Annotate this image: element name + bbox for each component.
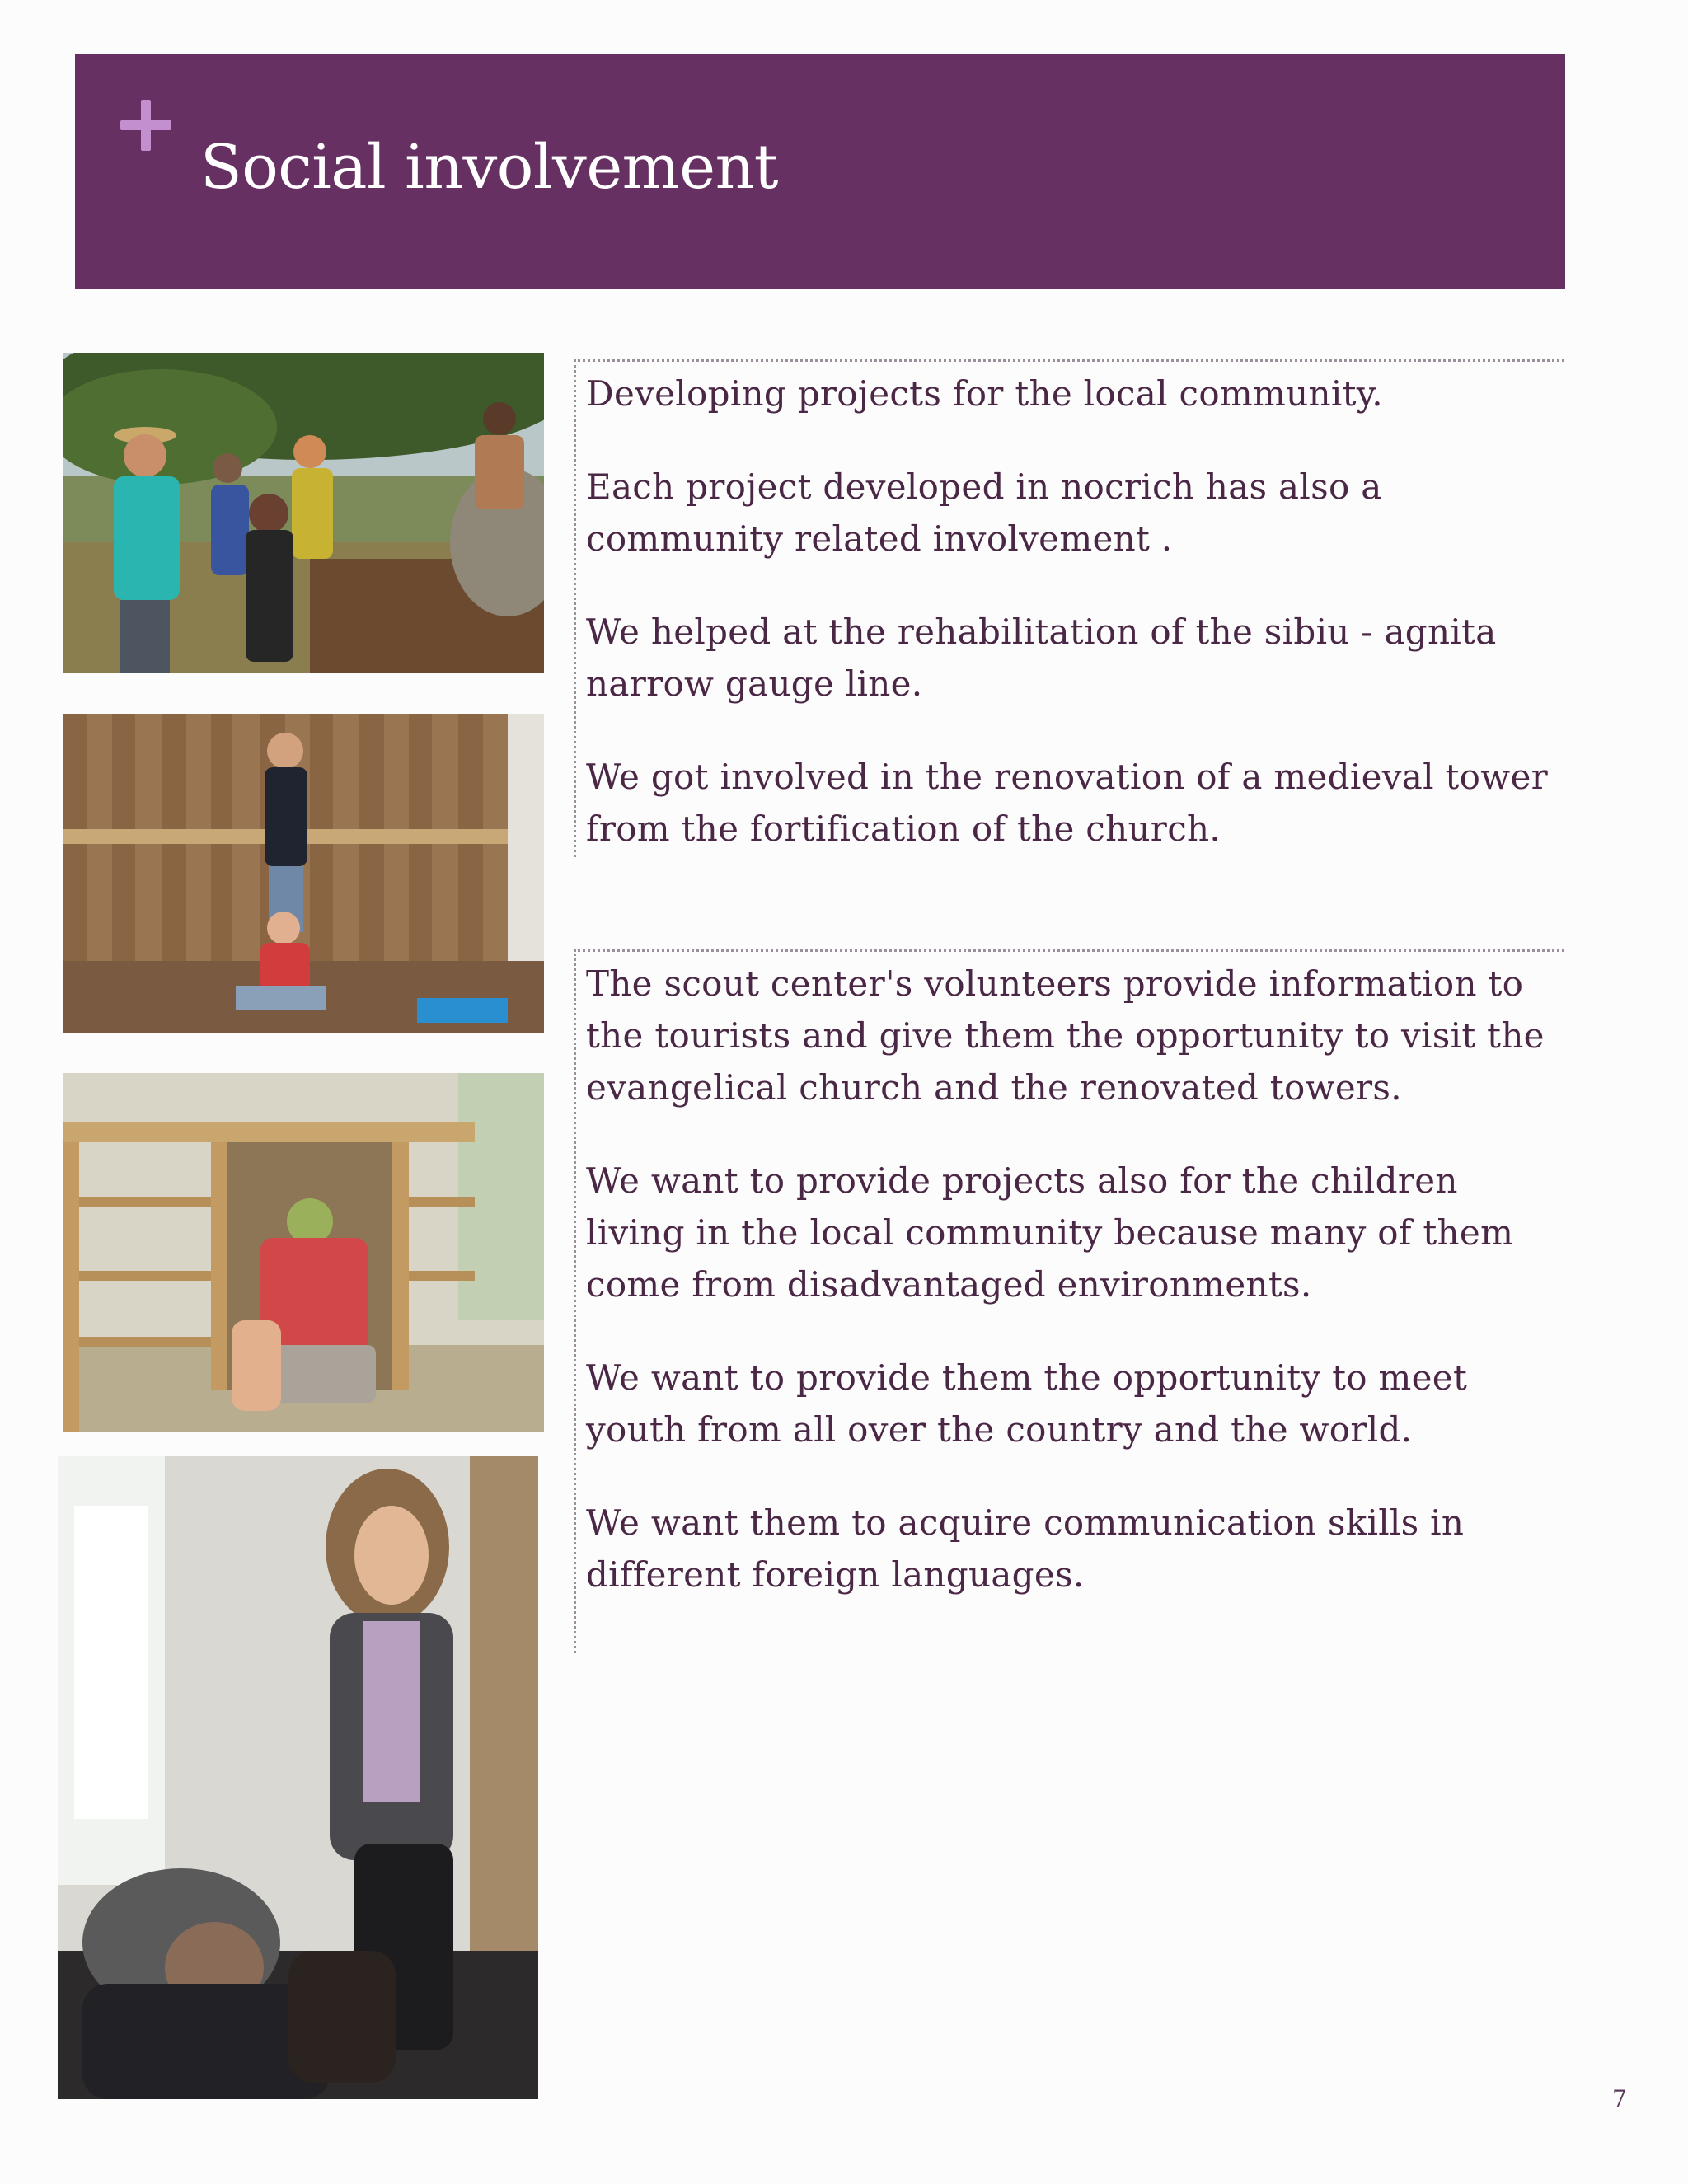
paragraph: We want to provide them the opportunity to meet youth from all over the country and the world.	[586, 1357, 1468, 1450]
paragraph: Developing projects for the local community.	[586, 373, 1383, 414]
page-number: 7	[1612, 2085, 1627, 2112]
title-band	[75, 54, 1565, 289]
paragraph: We want them to acquire communication skills in different foreign languages.	[586, 1502, 1465, 1595]
paragraph: The scout center's volunteers provide information to the tourists and give them the opportunity to visit the evangelical church and the renovated towers.	[586, 963, 1545, 1108]
text-box-community-projects	[574, 359, 1564, 857]
paragraph: We want to provide projects also for the children living in the local community because many of them come from disadvantaged environments.	[586, 1160, 1514, 1305]
text-box-volunteer-goals	[574, 949, 1564, 1653]
paragraph: Each project developed in nocrich has also a community related involvement .	[586, 466, 1382, 559]
plus-icon	[120, 100, 171, 151]
scout-under-wooden-shelf-photo	[63, 1073, 544, 1432]
paragraph: We helped at the rehabilitation of the sibiu - agnita narrow gauge line.	[586, 612, 1497, 704]
page-title: Social involvement	[200, 132, 778, 203]
scouts-by-wooden-fence-photo	[63, 714, 544, 1033]
scout-helping-elderly-woman-photo	[58, 1456, 538, 2099]
paragraph: We got involved in the renovation of a medieval tower from the fortification of the church.	[586, 757, 1549, 849]
volunteers-building-outdoors-photo	[63, 353, 544, 673]
